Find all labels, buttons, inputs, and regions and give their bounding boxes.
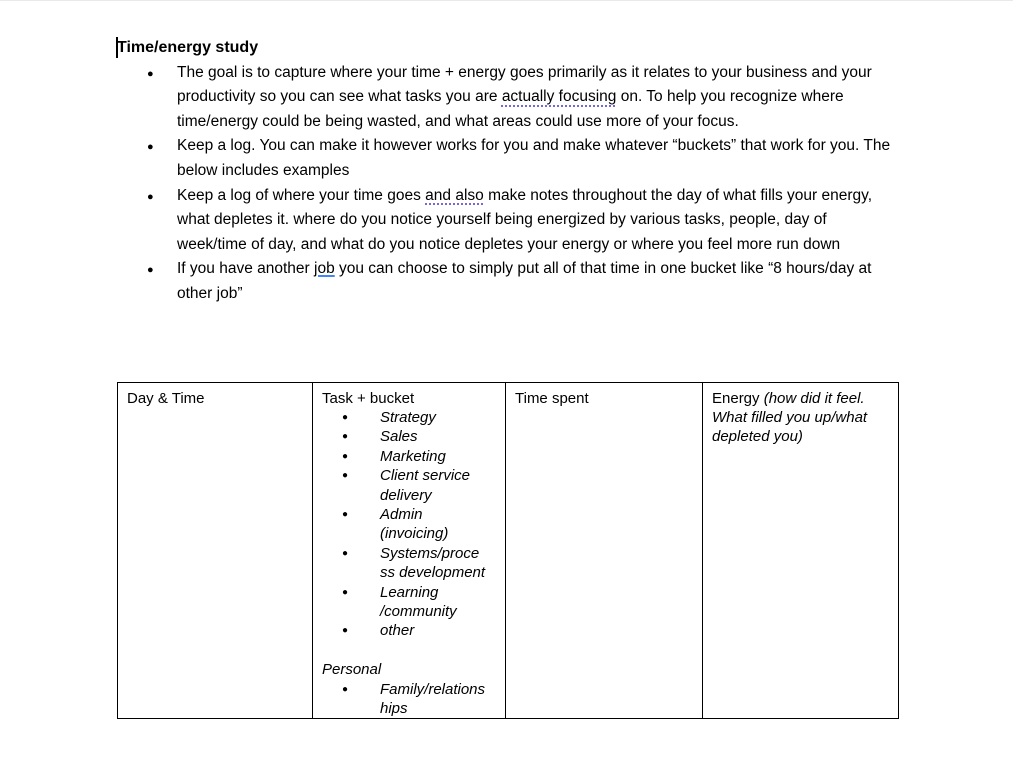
- bullet-icon: ●: [342, 431, 349, 443]
- bullet-icon: ●: [342, 625, 349, 637]
- bucket-label: Systems/process development: [380, 544, 486, 582]
- bucket-label: Client service delivery: [380, 467, 471, 504]
- paragraph-text: on. To help you recognize where time/energy could be being wasted, and what areas could use more of your focus.: [177, 88, 844, 130]
- grammar-suggestion-text[interactable]: and also: [425, 186, 484, 204]
- bullet-icon: ●: [342, 586, 349, 598]
- bullet-icon: ●: [342, 450, 349, 462]
- bullet-icon: ●: [342, 547, 349, 559]
- list-item: [117, 61, 898, 135]
- list-item: [117, 134, 898, 183]
- list-item: [322, 680, 496, 719]
- energy-note: (how did it feel. What filled you up/what depleted you): [712, 389, 868, 446]
- bullet-icon: ●: [147, 190, 154, 203]
- paragraph-text: you can choose to simply put all of that time in one bucket like “8 hours/day at other job”: [177, 260, 872, 302]
- paragraph-text: If you have another: [177, 260, 315, 278]
- energy-cell[interactable]: [703, 382, 899, 719]
- column-header: [712, 389, 870, 447]
- task-bucket-cell[interactable]: [313, 382, 506, 719]
- bucket-label: other: [380, 622, 415, 640]
- bullet-icon: ●: [342, 470, 349, 482]
- bullet-icon: ●: [147, 264, 154, 277]
- paragraph-text: Keep a log. You can make it however works for you and make whatever “buckets” that work for you. The below includes examples: [177, 137, 891, 179]
- bullet-icon: ●: [342, 508, 349, 520]
- list-item: [117, 184, 898, 258]
- list-item: [322, 544, 496, 583]
- page-title: Time/energy study: [117, 39, 259, 56]
- grammar-suggestion-text[interactable]: actually focusing: [501, 88, 617, 106]
- list-item: [322, 505, 496, 544]
- day-time-cell[interactable]: [118, 382, 313, 719]
- bucket-label: Sales: [380, 428, 418, 446]
- bucket-label: Strategy: [380, 408, 436, 426]
- document-content: [117, 36, 898, 719]
- bullet-icon: ●: [147, 141, 154, 154]
- paragraph-text: Keep a log of where your time goes: [177, 186, 426, 204]
- bucket-label: Family/relationships: [380, 680, 486, 718]
- column-header: Task + bucket: [322, 389, 415, 407]
- personal-bucket-list: [322, 680, 496, 719]
- bullet-icon: ●: [147, 67, 154, 80]
- list-item: [322, 466, 496, 505]
- time-spent-cell[interactable]: [506, 382, 703, 719]
- personal-section-label: Personal: [322, 661, 382, 679]
- intro-bullet-list: [117, 61, 898, 307]
- business-bucket-list: [322, 408, 496, 641]
- paragraph-text: The goal is to capture where your time + energy goes primarily as it relates to your business and your productivity so you can see what tasks you are: [177, 63, 872, 106]
- bucket-label: Marketing: [380, 447, 446, 465]
- time-log-table: [117, 382, 899, 720]
- list-item: [322, 427, 496, 446]
- bullet-icon: ●: [342, 411, 349, 423]
- bucket-label: Admin (invoicing): [380, 505, 449, 543]
- blank-line: [322, 641, 496, 660]
- column-header: Time spent: [515, 389, 589, 407]
- bucket-label: Learning /community: [380, 583, 457, 620]
- energy-label: Energy: [712, 389, 760, 407]
- list-item: [322, 621, 496, 640]
- spelling-suggestion-text[interactable]: job: [314, 260, 335, 278]
- bullet-icon: ●: [342, 683, 349, 695]
- list-item: [322, 408, 496, 427]
- list-item: [322, 583, 496, 622]
- list-item: [322, 447, 496, 466]
- window-top-edge: [0, 0, 1013, 1]
- paragraph-text: make notes throughout the day of what fills your energy, what depletes it. where do you notice yourself being energized by various tasks, people, day of week/time of day, and what do you notice depletes your energy or where you feel more run down: [177, 186, 873, 253]
- column-header: Day & Time: [127, 389, 205, 407]
- list-item: [117, 257, 898, 306]
